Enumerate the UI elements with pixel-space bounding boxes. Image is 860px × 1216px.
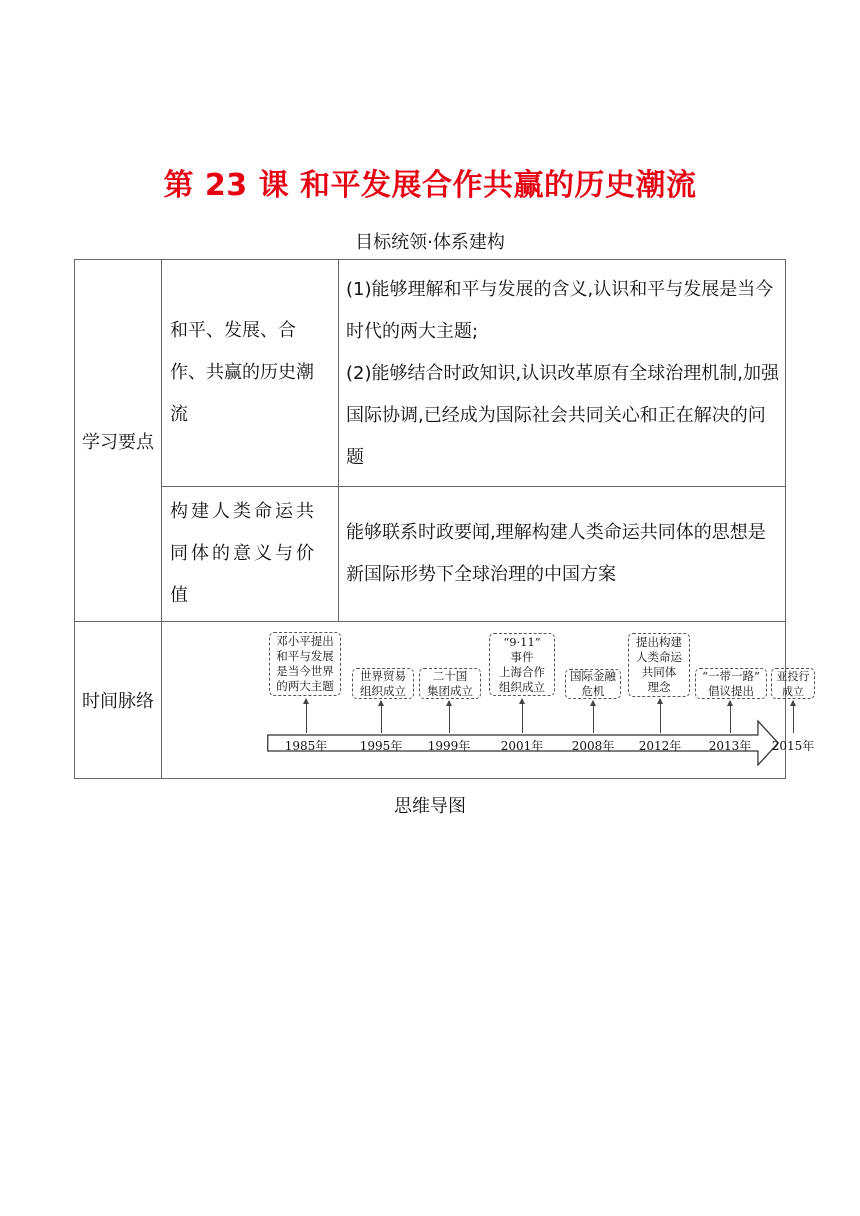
timeline-year: 1995年 bbox=[359, 739, 403, 753]
topic-name-cell bbox=[162, 487, 338, 621]
timeline-event: 国际金融 危机 bbox=[565, 669, 621, 699]
goal-list bbox=[346, 269, 779, 479]
timeline-pointer bbox=[593, 701, 594, 733]
topic-name: 和平、发展、合作、共赢的历史潮流 bbox=[170, 320, 314, 425]
timeline-pointer bbox=[306, 699, 307, 733]
timeline-pointer bbox=[660, 699, 661, 733]
row-header-timeline bbox=[75, 621, 161, 778]
timeline-event: “9·11” 事件 上海合作 组织成立 bbox=[489, 633, 555, 696]
timeline-event: 二十国 集团成立 bbox=[419, 668, 481, 699]
timeline-year: 2013年 bbox=[708, 739, 752, 753]
timeline-pointer bbox=[793, 701, 794, 733]
timeline-event: “一带一路” 倡议提出 bbox=[695, 668, 767, 699]
goal-item: (2)能够结合时政知识,认识改革原有全球治理机制,加强国际协调,已经成为国际社会共同关心和正在解决的问题 bbox=[346, 363, 779, 468]
learning-table bbox=[74, 259, 815, 779]
timeline-pointer bbox=[522, 699, 523, 733]
timeline-year: 2012年 bbox=[638, 739, 682, 753]
topic-goals-cell bbox=[339, 487, 785, 621]
section-subtitle: 目标统领·体系建构 bbox=[355, 232, 505, 253]
timeline bbox=[235, 621, 815, 779]
timeline-year: 1985年 bbox=[284, 739, 328, 753]
timeline-year: 2001年 bbox=[500, 739, 544, 753]
row-header-learning bbox=[75, 260, 161, 621]
row-header-label: 时间脉络 bbox=[82, 690, 154, 712]
timeline-pointer bbox=[381, 701, 382, 733]
timeline-event: 邓小平提出 和平与发展 是当今世界 的两大主题 bbox=[269, 632, 341, 696]
row-header-label: 学习要点 bbox=[82, 431, 154, 453]
lesson-title: 第 23 课 和平发展合作共赢的历史潮流 bbox=[163, 168, 697, 203]
topic-name-cell bbox=[162, 260, 338, 486]
timeline-event: 亚投行 成立 bbox=[771, 668, 815, 699]
timeline-pointer bbox=[730, 701, 731, 733]
topic-goals-cell bbox=[339, 260, 785, 486]
goal-item: (1)能够理解和平与发展的含义,认识和平与发展是当今时代的两大主题; bbox=[346, 279, 774, 342]
timeline-event: 提出构建 人类命运 共同体 理念 bbox=[628, 633, 690, 697]
goal-item: 能够联系时政要闻,理解构建人类命运共同体的思想是新国际形势下全球治理的中国方案 bbox=[346, 522, 766, 585]
timeline-event: 世界贸易 组织成立 bbox=[352, 668, 414, 699]
timeline-year: 2008年 bbox=[571, 739, 615, 753]
timeline-year: 2015年 bbox=[771, 739, 815, 753]
timeline-year: 1999年 bbox=[427, 739, 471, 753]
mind-map-heading: 思维导图 bbox=[394, 796, 466, 817]
topic-name: 构建人类命运共同体的意义与价值 bbox=[170, 501, 317, 606]
timeline-pointer bbox=[449, 701, 450, 733]
